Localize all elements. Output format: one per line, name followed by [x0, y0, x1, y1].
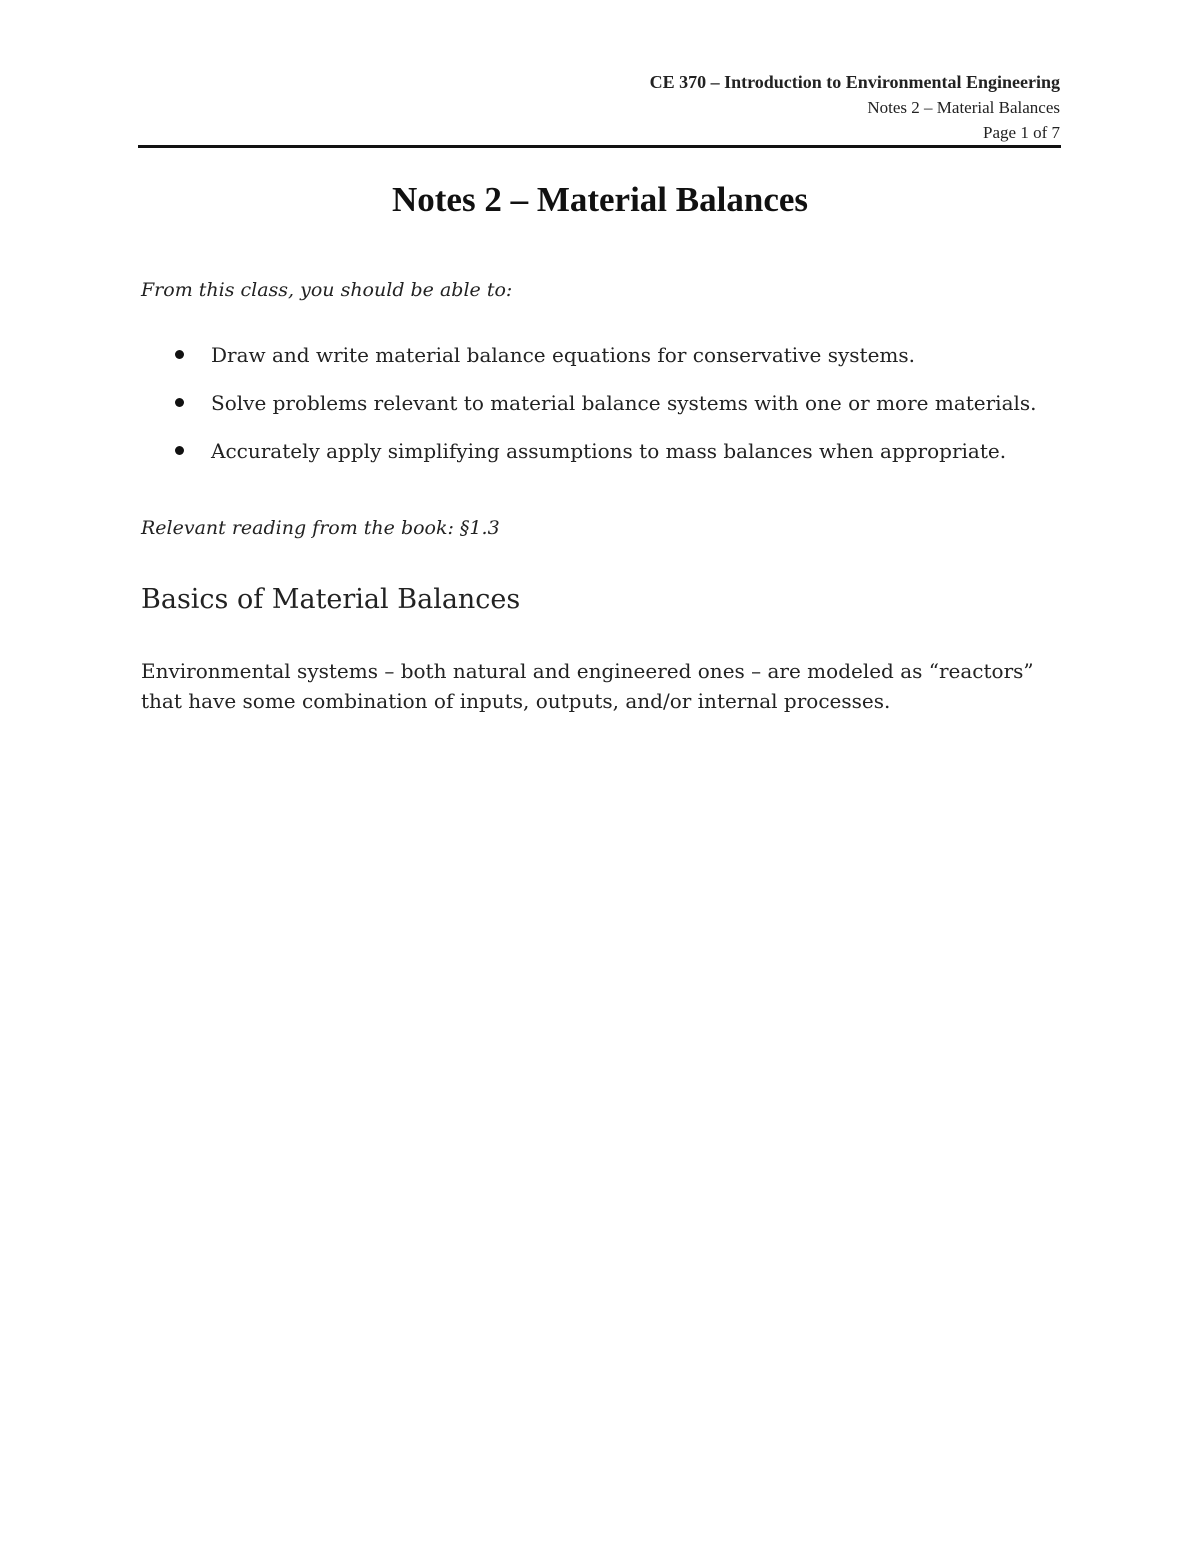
- objective-text: Solve problems relevant to material balance systems with one or more materials.: [211, 391, 1037, 415]
- paragraph-line: Environmental systems – both natural and engineered ones – are modeled as “reactors”: [141, 659, 1034, 683]
- objective-text: Accurately apply simplifying assumptions to mass balances when appropriate.: [211, 439, 1007, 463]
- objectives-intro: From this class, you should be able to:: [141, 279, 513, 301]
- list-item: [141, 338, 1071, 386]
- list-item: [141, 386, 1071, 434]
- list-item: [141, 434, 1071, 482]
- header-page-number: Page 1 of 7: [983, 123, 1060, 142]
- header-rule: [138, 145, 1061, 148]
- relevant-reading: Relevant reading from the book: §1.3: [141, 517, 500, 539]
- header-course-title: CE 370 – Introduction to Environmental Engineering: [649, 72, 1060, 92]
- objectives-list: [141, 338, 1071, 482]
- bullet-icon: [175, 446, 184, 455]
- paragraph-line: that have some combination of inputs, outputs, and/or internal processes.: [141, 689, 891, 713]
- section-paragraph: [141, 656, 1066, 716]
- document-title: Notes 2 – Material Balances: [391, 180, 809, 219]
- running-header: [650, 70, 1060, 145]
- section-heading: Basics of Material Balances: [141, 584, 521, 615]
- objective-text: Draw and write material balance equations for conservative systems.: [211, 343, 915, 367]
- header-notes-title: Notes 2 – Material Balances: [867, 98, 1060, 117]
- bullet-icon: [175, 398, 184, 407]
- bullet-icon: [175, 350, 184, 359]
